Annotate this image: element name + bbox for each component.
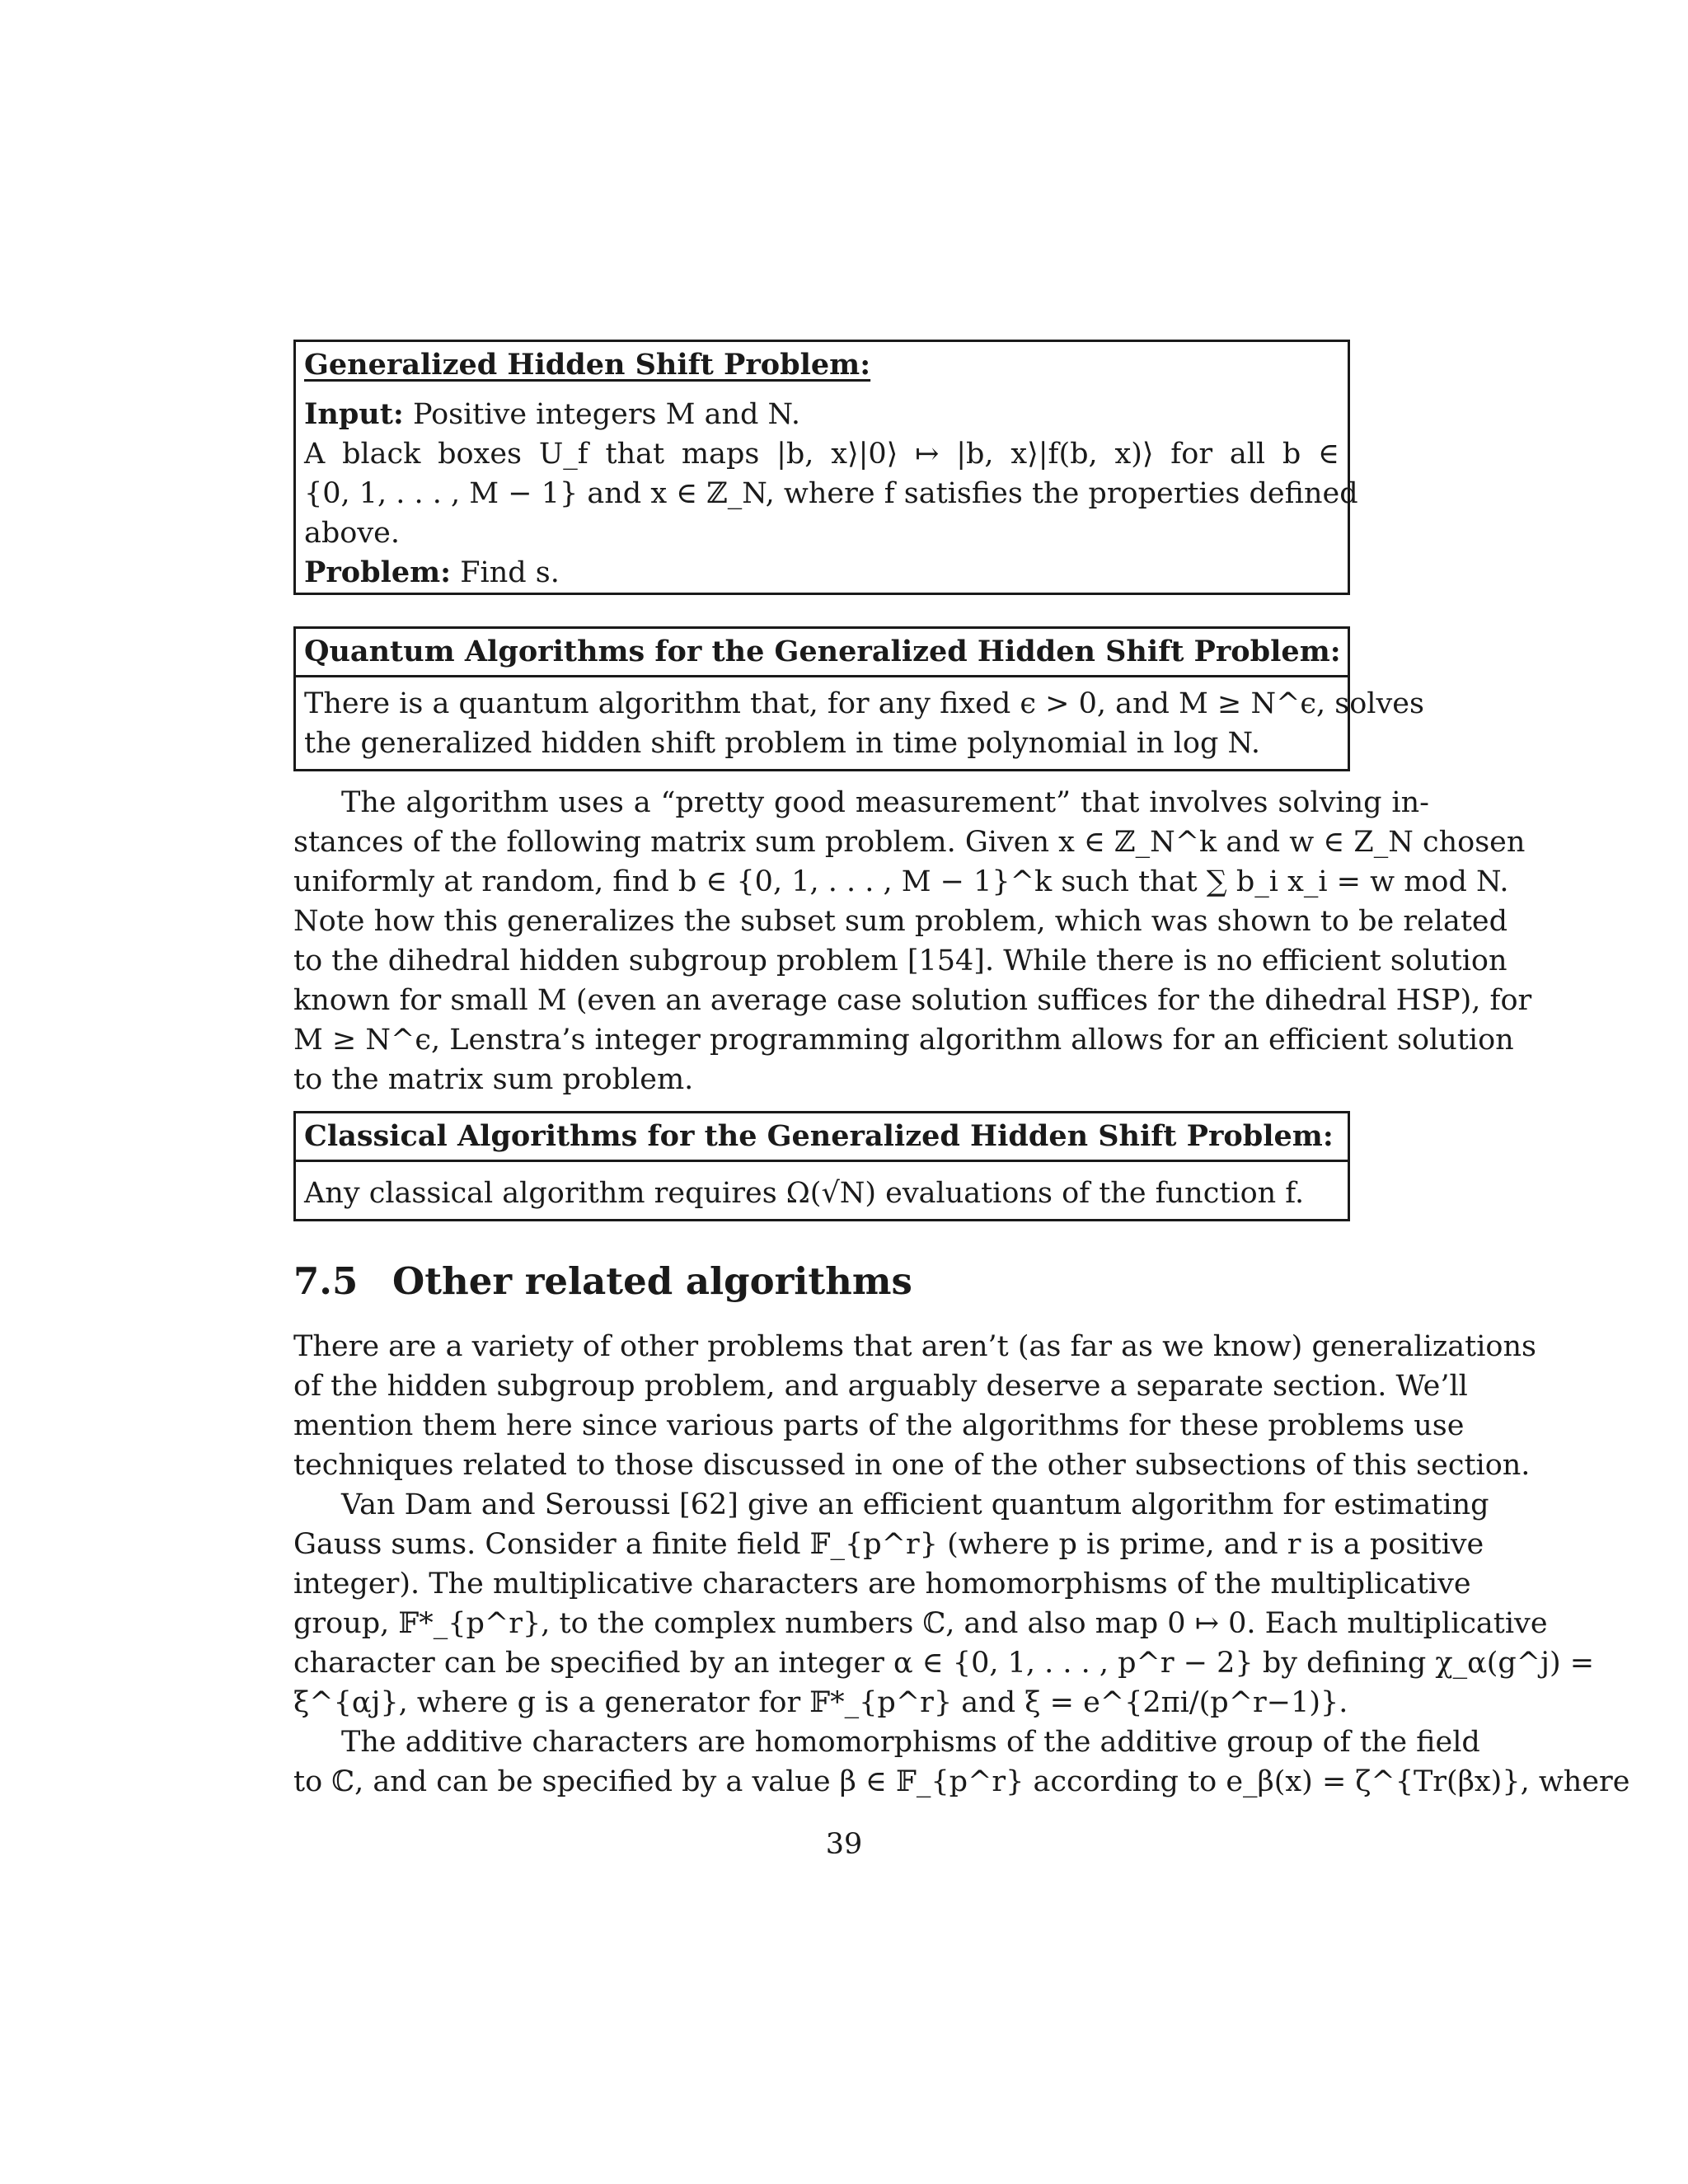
quantum-box bbox=[293, 626, 1424, 771]
paragraph-gauss-sums bbox=[293, 1485, 1595, 1722]
problem-text: Find s. bbox=[451, 556, 560, 589]
paragraph-line: to the matrix sum problem. bbox=[293, 1063, 694, 1096]
paragraph-line: ξ^{αj}, where g is a generator for 𝔽*_{p^r} and ξ = e^{2πi/(p^r−1)}. bbox=[293, 1686, 1348, 1719]
paragraph-line: to the dihedral hidden subgroup problem [154]. While there is no efficient solution bbox=[293, 944, 1507, 977]
quantum-box-title: Quantum Algorithms for the Generalized Hidden Shift Problem: bbox=[296, 629, 1348, 677]
paragraph-line: The additive characters are homomorphisms of the additive group of the field bbox=[341, 1726, 1480, 1759]
paragraph-line: known for small M (even an average case solution suffices for the dihedral HSP), for bbox=[293, 984, 1532, 1017]
paragraph-line: group, 𝔽*_{p^r}, to the complex numbers ℂ, and also map 0 ↦ 0. Each multiplicative bbox=[293, 1607, 1548, 1640]
problem-line-4: above. bbox=[304, 517, 400, 550]
paragraph-line: character can be specified by an integer α ∈ {0, 1, . . . , p^r − 2} by defining χ_α(g^j) = bbox=[293, 1647, 1595, 1680]
problem-line-2: A black boxes U_f that maps |b, x⟩|0⟩ ↦ |b, x⟩|f(b, x)⟩ for all b ∈ bbox=[304, 438, 1339, 471]
paragraph-line: mention them here since various parts of the algorithms for these problems use bbox=[293, 1409, 1465, 1442]
paragraph-line: techniques related to those discussed in one of the other subsections of this section. bbox=[293, 1449, 1531, 1482]
section-number: 7.5 bbox=[293, 1259, 359, 1303]
paragraph-line: integer). The multiplicative characters are homomorphisms of the multiplicative bbox=[293, 1568, 1471, 1601]
paragraph-line: Note how this generalizes the subset sum problem, which was shown to be related bbox=[293, 905, 1508, 938]
paragraph-line: of the hidden subgroup problem, and arguably deserve a separate section. We’ll bbox=[293, 1370, 1468, 1403]
input-label: Input: bbox=[304, 397, 404, 431]
paragraph-line: There are a variety of other problems that aren’t (as far as we know) generalizations bbox=[293, 1330, 1536, 1363]
paragraph-line: uniformly at random, find b ∈ {0, 1, . . . , M − 1}^k such that ∑ b_i x_i = w mod N. bbox=[293, 865, 1509, 898]
section-title: Other related algorithms bbox=[392, 1259, 912, 1303]
classical-box-title: Classical Algorithms for the Generalized Hidden Shift Problem: bbox=[296, 1113, 1348, 1162]
problem-input-line bbox=[304, 395, 1339, 434]
classical-line-1: Any classical algorithm requires Ω(√N) evaluations of the function f. bbox=[304, 1177, 1305, 1210]
input-text: Positive integers M and N. bbox=[403, 398, 801, 431]
problem-line-3: {0, 1, . . . , M − 1} and x ∈ ℤ_N, where f satisfies the properties defined bbox=[304, 477, 1358, 510]
quantum-line-1: There is a quantum algorithm that, for any fixed ϵ > 0, and M ≥ N^ϵ, solves bbox=[304, 687, 1424, 720]
paragraph-line: to ℂ, and can be specified by a value β ∈ 𝔽_{p^r} according to e_β(x) = ζ^{Tr(βx)}, where bbox=[293, 1765, 1630, 1798]
quantum-line-2: the generalized hidden shift problem in time polynomial in log N. bbox=[304, 727, 1261, 760]
paragraph-additive-characters bbox=[293, 1722, 1630, 1802]
problem-statement-line bbox=[304, 553, 1339, 593]
paragraph-line: M ≥ N^ϵ, Lenstra’s integer programming algorithm allows for an efficient solution bbox=[293, 1024, 1514, 1057]
section-heading bbox=[293, 1259, 912, 1303]
paragraph-line: The algorithm uses a “pretty good measurement” that involves solving in- bbox=[341, 786, 1429, 819]
paragraph-line: stances of the following matrix sum problem. Given x ∈ ℤ_N^k and w ∈ Z_N chosen bbox=[293, 826, 1526, 859]
paragraph-other-problems bbox=[293, 1327, 1536, 1485]
page-number: 39 bbox=[825, 1828, 863, 1861]
classical-box bbox=[293, 1111, 1350, 1221]
paragraph-line: Van Dam and Seroussi [62] give an efficient quantum algorithm for estimating bbox=[341, 1488, 1489, 1521]
paragraph-matrix-sum bbox=[293, 783, 1532, 1099]
problem-label: Problem: bbox=[304, 555, 452, 589]
paragraph-line: Gauss sums. Consider a finite field 𝔽_{p^r} (where p is prime, and r is a positive bbox=[293, 1528, 1484, 1561]
problem-box-title: Generalized Hidden Shift Problem: bbox=[304, 348, 871, 382]
problem-box bbox=[293, 340, 1358, 595]
